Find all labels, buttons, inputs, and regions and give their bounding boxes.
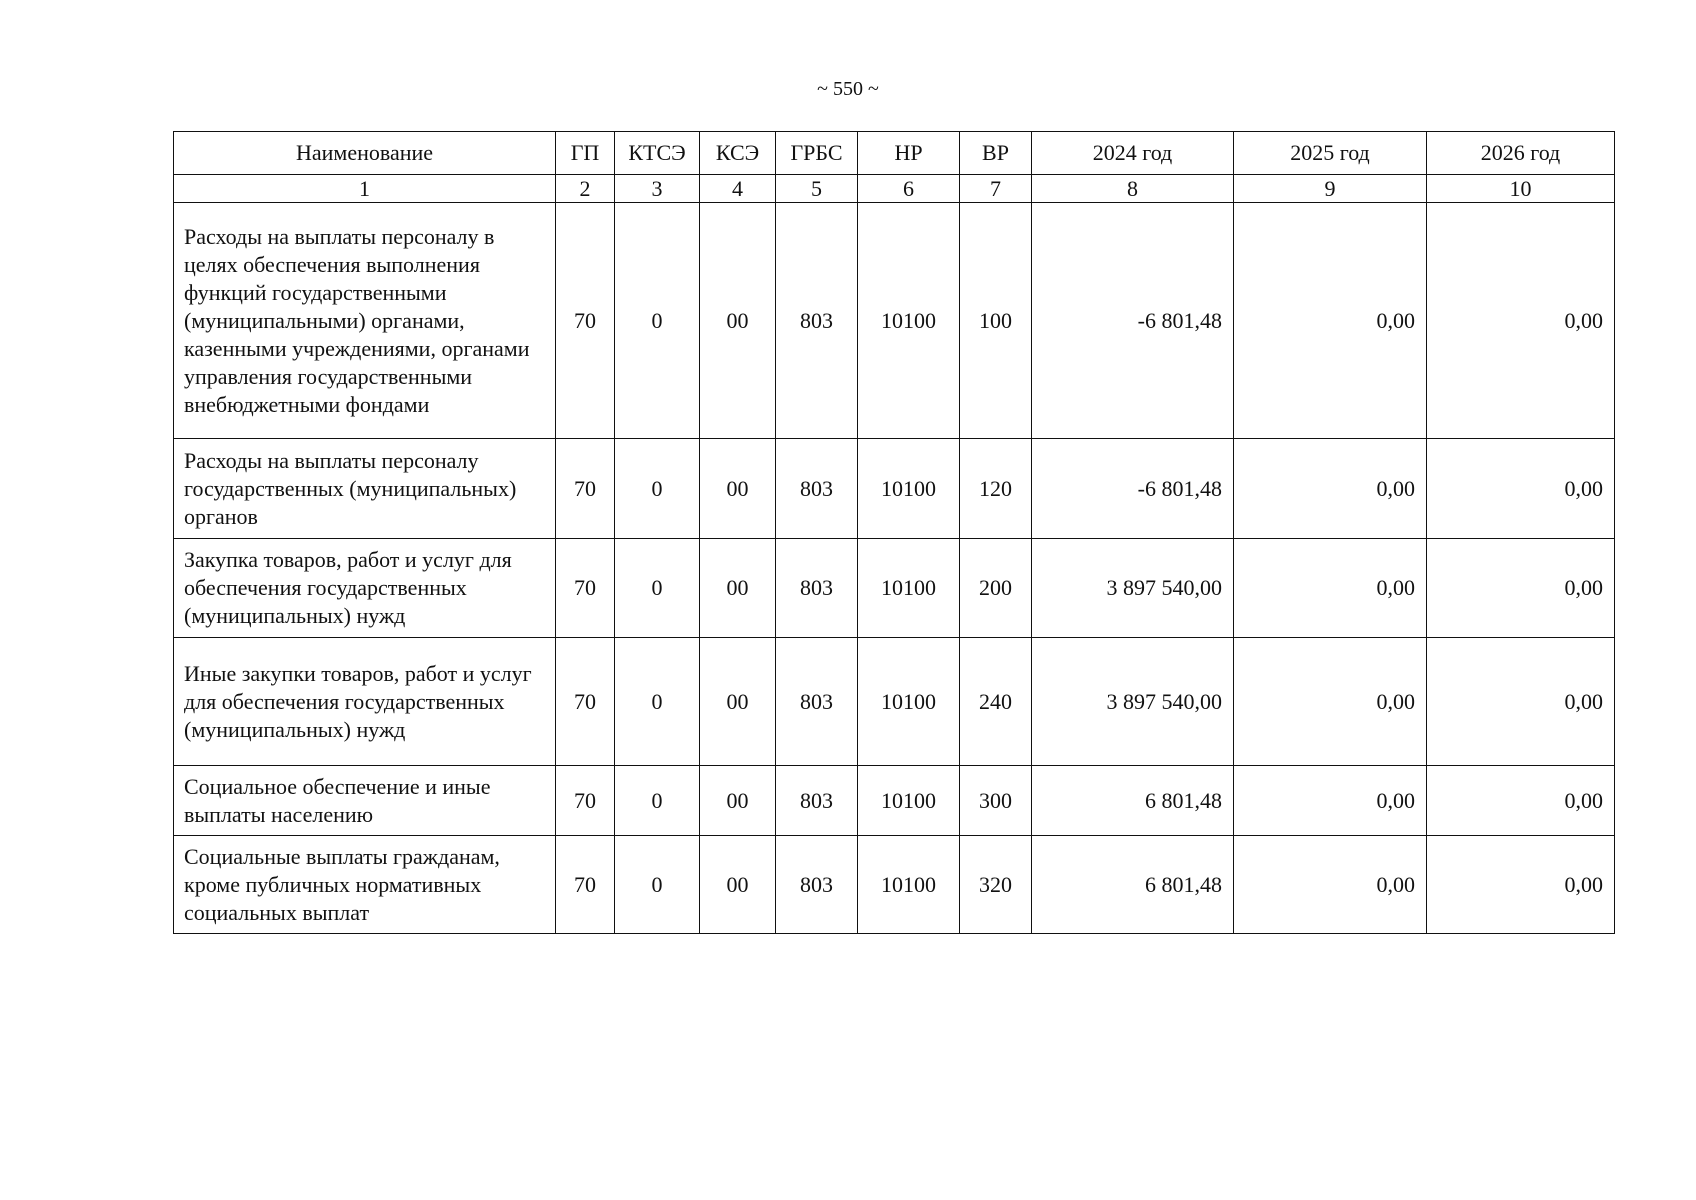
column-number: 9 [1234, 175, 1427, 203]
cell-kse: 00 [700, 638, 776, 766]
table-row [174, 836, 1615, 934]
column-number: 2 [556, 175, 615, 203]
cell-nr: 10100 [858, 439, 960, 539]
table-row [174, 766, 1615, 836]
cell-grbs: 803 [776, 539, 858, 638]
header-2026: 2026 год [1427, 132, 1615, 175]
row-name: Закупка товаров, работ и услуг для обеспечения государственных (муниципальных) нужд [174, 539, 556, 638]
cell-2024: -6 801,48 [1032, 203, 1234, 439]
column-number: 4 [700, 175, 776, 203]
cell-ktse: 0 [615, 638, 700, 766]
column-number: 5 [776, 175, 858, 203]
cell-2026: 0,00 [1427, 766, 1615, 836]
header-nr: НР [858, 132, 960, 175]
header-vr: ВР [960, 132, 1032, 175]
column-number: 8 [1032, 175, 1234, 203]
cell-gp: 70 [556, 439, 615, 539]
cell-2025: 0,00 [1234, 203, 1427, 439]
cell-kse: 00 [700, 203, 776, 439]
column-number: 10 [1427, 175, 1615, 203]
header-ktse: КТСЭ [615, 132, 700, 175]
cell-kse: 00 [700, 439, 776, 539]
cell-ktse: 0 [615, 836, 700, 934]
row-name: Расходы на выплаты персоналу в целях обеспечения выполнения функций государственными (муниципальными) органами, казенными учреждениями, органами управления государственными внебюджетными фондами [174, 203, 556, 439]
cell-2025: 0,00 [1234, 439, 1427, 539]
cell-nr: 10100 [858, 836, 960, 934]
header-2024: 2024 год [1032, 132, 1234, 175]
cell-nr: 10100 [858, 203, 960, 439]
header-grbs: ГРБС [776, 132, 858, 175]
column-number: 1 [174, 175, 556, 203]
cell-kse: 00 [700, 836, 776, 934]
table-row [174, 439, 1615, 539]
cell-2024: -6 801,48 [1032, 439, 1234, 539]
cell-vr: 100 [960, 203, 1032, 439]
cell-nr: 10100 [858, 638, 960, 766]
row-name: Иные закупки товаров, работ и услуг для обеспечения государственных (муниципальных) нужд [174, 638, 556, 766]
cell-ktse: 0 [615, 439, 700, 539]
table-row [174, 203, 1615, 439]
cell-kse: 00 [700, 539, 776, 638]
header-kse: КСЭ [700, 132, 776, 175]
cell-kse: 00 [700, 766, 776, 836]
column-number: 7 [960, 175, 1032, 203]
cell-2026: 0,00 [1427, 203, 1615, 439]
cell-2025: 0,00 [1234, 766, 1427, 836]
cell-ktse: 0 [615, 766, 700, 836]
cell-vr: 300 [960, 766, 1032, 836]
cell-2026: 0,00 [1427, 836, 1615, 934]
row-name: Расходы на выплаты персоналу государственных (муниципальных) органов [174, 439, 556, 539]
cell-ktse: 0 [615, 203, 700, 439]
cell-grbs: 803 [776, 439, 858, 539]
cell-ktse: 0 [615, 539, 700, 638]
cell-vr: 240 [960, 638, 1032, 766]
cell-2024: 6 801,48 [1032, 766, 1234, 836]
cell-2025: 0,00 [1234, 836, 1427, 934]
row-name: Социальное обеспечение и иные выплаты населению [174, 766, 556, 836]
cell-grbs: 803 [776, 836, 858, 934]
header-name: Наименование [174, 132, 556, 175]
cell-2026: 0,00 [1427, 439, 1615, 539]
cell-gp: 70 [556, 766, 615, 836]
cell-2024: 6 801,48 [1032, 836, 1234, 934]
cell-gp: 70 [556, 836, 615, 934]
cell-nr: 10100 [858, 539, 960, 638]
cell-gp: 70 [556, 638, 615, 766]
header-gp: ГП [556, 132, 615, 175]
column-number: 6 [858, 175, 960, 203]
budget-table [173, 131, 1615, 934]
column-number: 3 [615, 175, 700, 203]
cell-2026: 0,00 [1427, 638, 1615, 766]
cell-gp: 70 [556, 539, 615, 638]
cell-vr: 320 [960, 836, 1032, 934]
cell-gp: 70 [556, 203, 615, 439]
header-row [174, 132, 1615, 175]
cell-2025: 0,00 [1234, 539, 1427, 638]
table-row [174, 638, 1615, 766]
page-number: ~ 550 ~ [817, 78, 879, 100]
cell-vr: 200 [960, 539, 1032, 638]
cell-2025: 0,00 [1234, 638, 1427, 766]
cell-grbs: 803 [776, 203, 858, 439]
cell-grbs: 803 [776, 766, 858, 836]
cell-nr: 10100 [858, 766, 960, 836]
cell-2026: 0,00 [1427, 539, 1615, 638]
cell-vr: 120 [960, 439, 1032, 539]
row-name: Социальные выплаты гражданам, кроме публичных нормативных социальных выплат [174, 836, 556, 934]
cell-2024: 3 897 540,00 [1032, 638, 1234, 766]
column-number-row [174, 175, 1615, 203]
header-2025: 2025 год [1234, 132, 1427, 175]
table-row [174, 539, 1615, 638]
cell-grbs: 803 [776, 638, 858, 766]
cell-2024: 3 897 540,00 [1032, 539, 1234, 638]
